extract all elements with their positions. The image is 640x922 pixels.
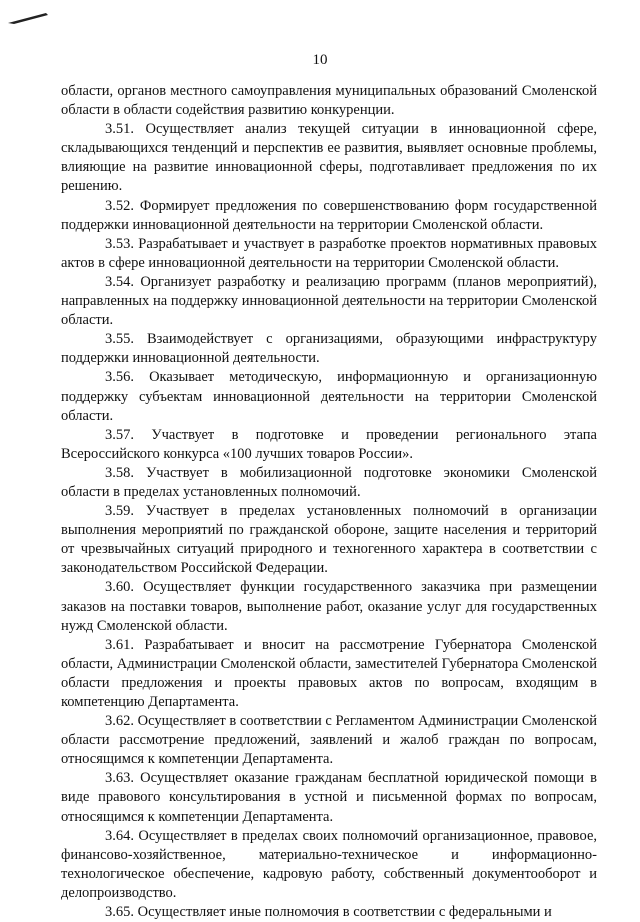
paragraph-3-64: 3.64. Осуществляет в пределах своих полномочий организационное, правовое, финансово-хозяйственное, материально-техническое и информационно-технологическое обеспечение, кадровую работу, собственный документооборот и делопроизводство. — [61, 827, 597, 901]
paragraph-3-58: 3.58. Участвует в мобилизационной подготовке экономики Смоленской области в пределах установленных полномочий. — [61, 464, 597, 500]
paragraph-3-52: 3.52. Формирует предложения по совершенствованию форм государственной поддержки инновационной деятельности на территории Смоленской области. — [61, 197, 597, 233]
paragraph-3-63: 3.63. Осуществляет оказание гражданам бесплатной юридической помощи в виде правового консультирования в устной и письменной формах по вопросам, относящимся к компетенции Департамента. — [61, 770, 597, 825]
paragraph-3-57: 3.57. Участвует в подготовке и проведении регионального этапа Всероссийского конкурса «100 лучших товаров России». — [61, 426, 597, 462]
paragraph-3-55: 3.55. Взаимодействует с организациями, образующими инфраструктуру поддержки инновационной деятельности. — [61, 331, 597, 367]
paragraph-3-54: 3.54. Организует разработку и реализацию программ (планов мероприятий), направленных на поддержку инновационной деятельности на территории Смоленской области. — [61, 273, 597, 329]
paragraph-continuation: области, органов местного самоуправления муниципальных образований Смоленской области в области содействия развитию конкуренции. — [61, 83, 597, 119]
paragraph-3-53: 3.53. Разрабатывает и участвует в разработке проектов нормативных правовых актов в сфере инновационной деятельности на территории Смоленской области. — [61, 235, 597, 271]
paragraph-3-51: 3.51. Осуществляет анализ текущей ситуации в инновационной сфере, складывающихся тенденций и перспектив ее развития, выявляет основные проблемы, влияющие на развитие инновационной сферы, подготавливает предложения по их решению. — [61, 121, 597, 195]
scan-artifact-mark — [6, 10, 50, 26]
paragraph-3-61: 3.61. Разрабатывает и вносит на рассмотрение Губернатора Смоленской области, Администрации Смоленской области, заместителей Губернатора Смоленской области предложения и проекты правовых актов по вопросам, входящим в компетенцию Департамента. — [61, 636, 597, 710]
document-body — [61, 82, 597, 922]
paragraph-3-59: 3.59. Участвует в пределах установленных полномочий в организации выполнения мероприятий по гражданской обороне, защите населения и территорий от чрезвычайных ситуаций природного и техногенного характера в соответствии с законодательством Российской Федерации. — [61, 503, 597, 577]
paragraph-3-62: 3.62. Осуществляет в соответствии с Регламентом Администрации Смоленской области рассмотрение предложений, заявлений и жалоб граждан по вопросам, относящимся к компетенции Департамента. — [61, 713, 597, 768]
page-number: 10 — [312, 52, 328, 68]
paragraph-3-60: 3.60. Осуществляет функции государственного заказчика при размещении заказов на поставки товаров, выполнение работ, оказание услуг для государственных нужд Смоленской области. — [61, 579, 597, 634]
paragraph-3-56: 3.56. Оказывает методическую, информационную и организационную поддержку субъектам инновационной деятельности на территории Смоленской области. — [61, 369, 597, 424]
paragraph-3-65: 3.65. Осуществляет иные полномочия в соответствии с федеральными и — [105, 904, 552, 921]
